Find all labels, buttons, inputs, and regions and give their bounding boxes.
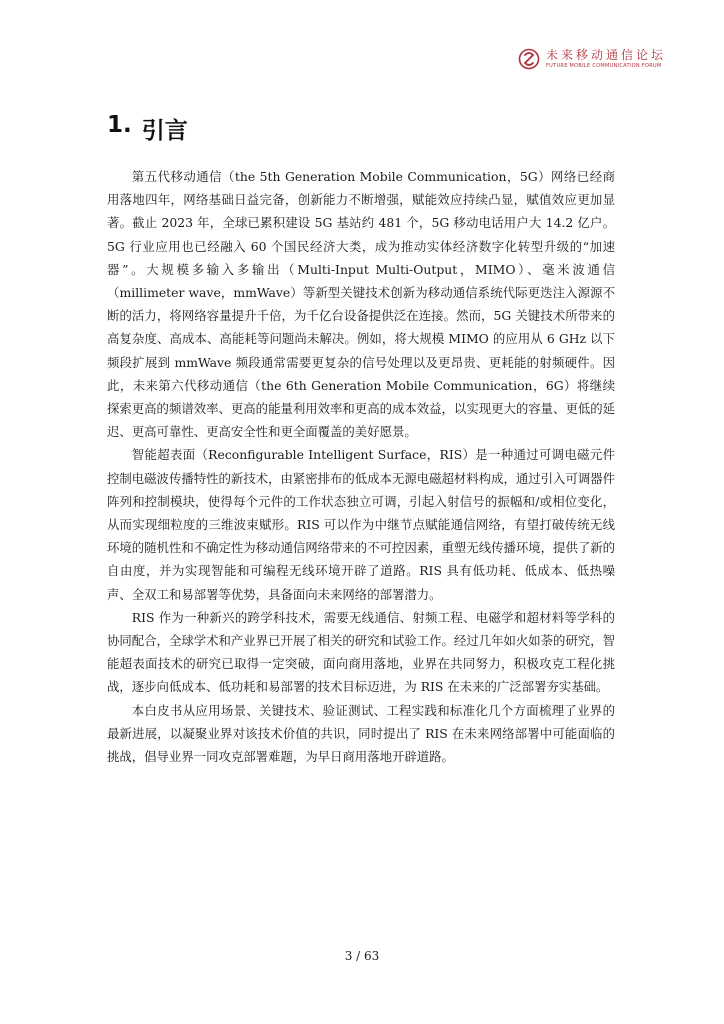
page-number: 3 / 63 bbox=[344, 949, 380, 963]
paragraph: 智能超表面（Reconfigurable Intelligent Surface，RIS）是一种通过可调电磁元件控制电磁波传播特性的新技术，由紧密排布的低成本无源电磁超材料构成，通过引入可调器件阵列和控制模块，使得每个元件的工作状态独立可调，引起入射信号的振幅和/或相位变化，从而实现细粒度的三维波束赋形。RIS 可以作为中继节点赋能通信网络，有望打破传统无线环境的随机性和不确定性为移动通信网络带来的不可控因素，重塑无线传播环境，提供了新的自由度，并为实现智能和可编程无线环境开辟了道路。RIS 具有低功耗、低成本、低热噪声、全双工和易部署等优势，具备面向未来网络的部署潜力。 bbox=[107, 447, 616, 602]
paragraph: 第五代移动通信（the 5th Generation Mobile Communication，5G）网络已经商用落地四年，网络基础日益完备，创新能力不断增强，赋能效应持续凸显，赋值效应更加显著。截止 2023 年，全球已累积建设 5G 基站约 481 个，5G 移动电话用户大 14.2 亿户。5G 行业应用也已经融入 60 个国民经济大类，成为推动实体经济数字化转型升级的“加速器”。大规模多输入多输出（Multi-Input Multi-Output，MIMO）、毫米波通信（millimeter wave，mmWave）等新型关键技术创新为移动通信系统代际更迭注入源源不断的活力，将网络容量提升千倍，为千亿台设备提供泛在连接。然而，5G 关键技术所带来的高复杂度、高成本、高能耗等问题尚未解决。例如，将大规模 MIMO 的应用从 6 GHz 以下频段扩展到 mmWave 频段通常需要更复杂的信号处理以及更昂贵、更耗能的射频硬件。因此，未来第六代移动通信（the 6th Generation Mobile Communication，6G）将继续探索更高的频谱效率、更高的能量利用效率和更高的成本效益，以实现更大的容量、更低的延迟、更高可靠性、更高安全性和更全面覆盖的美好愿景。 bbox=[107, 169, 616, 440]
section-title: 引言 bbox=[141, 118, 188, 144]
logo-english-name: FUTURE MOBILE COMMUNICATION FORUM bbox=[545, 63, 662, 69]
paragraph: RIS 作为一种新兴的跨学科技术，需要无线通信、射频工程、电磁学和超材料等学科的协同配合，全球学术和产业界已开展了相关的研究和试验工作。经过几年如火如荼的研究，智能超表面技术的研究已取得一定突破，面向商用落地，业界在共同努力，积极攻克工程化挑战，逐步向低成本、低功耗和易部署的技术目标迈进，为 RIS 在未来的广泛部署夯实基础。 bbox=[107, 609, 616, 695]
section-heading bbox=[107, 112, 188, 145]
logo-text bbox=[546, 49, 666, 69]
paragraph: 本白皮书从应用场景、关键技术、验证测试、工程实践和标准化几个方面梳理了业界的最新进展，以凝聚业界对该技术价值的共识，同时提出了 RIS 在未来网络部署中可能面临的挑战，倡导业界一同攻克部署难题，为早日商用落地开辟道路。 bbox=[107, 702, 615, 765]
body-text bbox=[107, 165, 615, 768]
forum-logo-icon bbox=[518, 48, 540, 70]
logo-chinese-name: 未来移动通信论坛 bbox=[545, 48, 666, 62]
header-logo bbox=[518, 48, 666, 70]
section-number: 1. bbox=[107, 112, 132, 138]
